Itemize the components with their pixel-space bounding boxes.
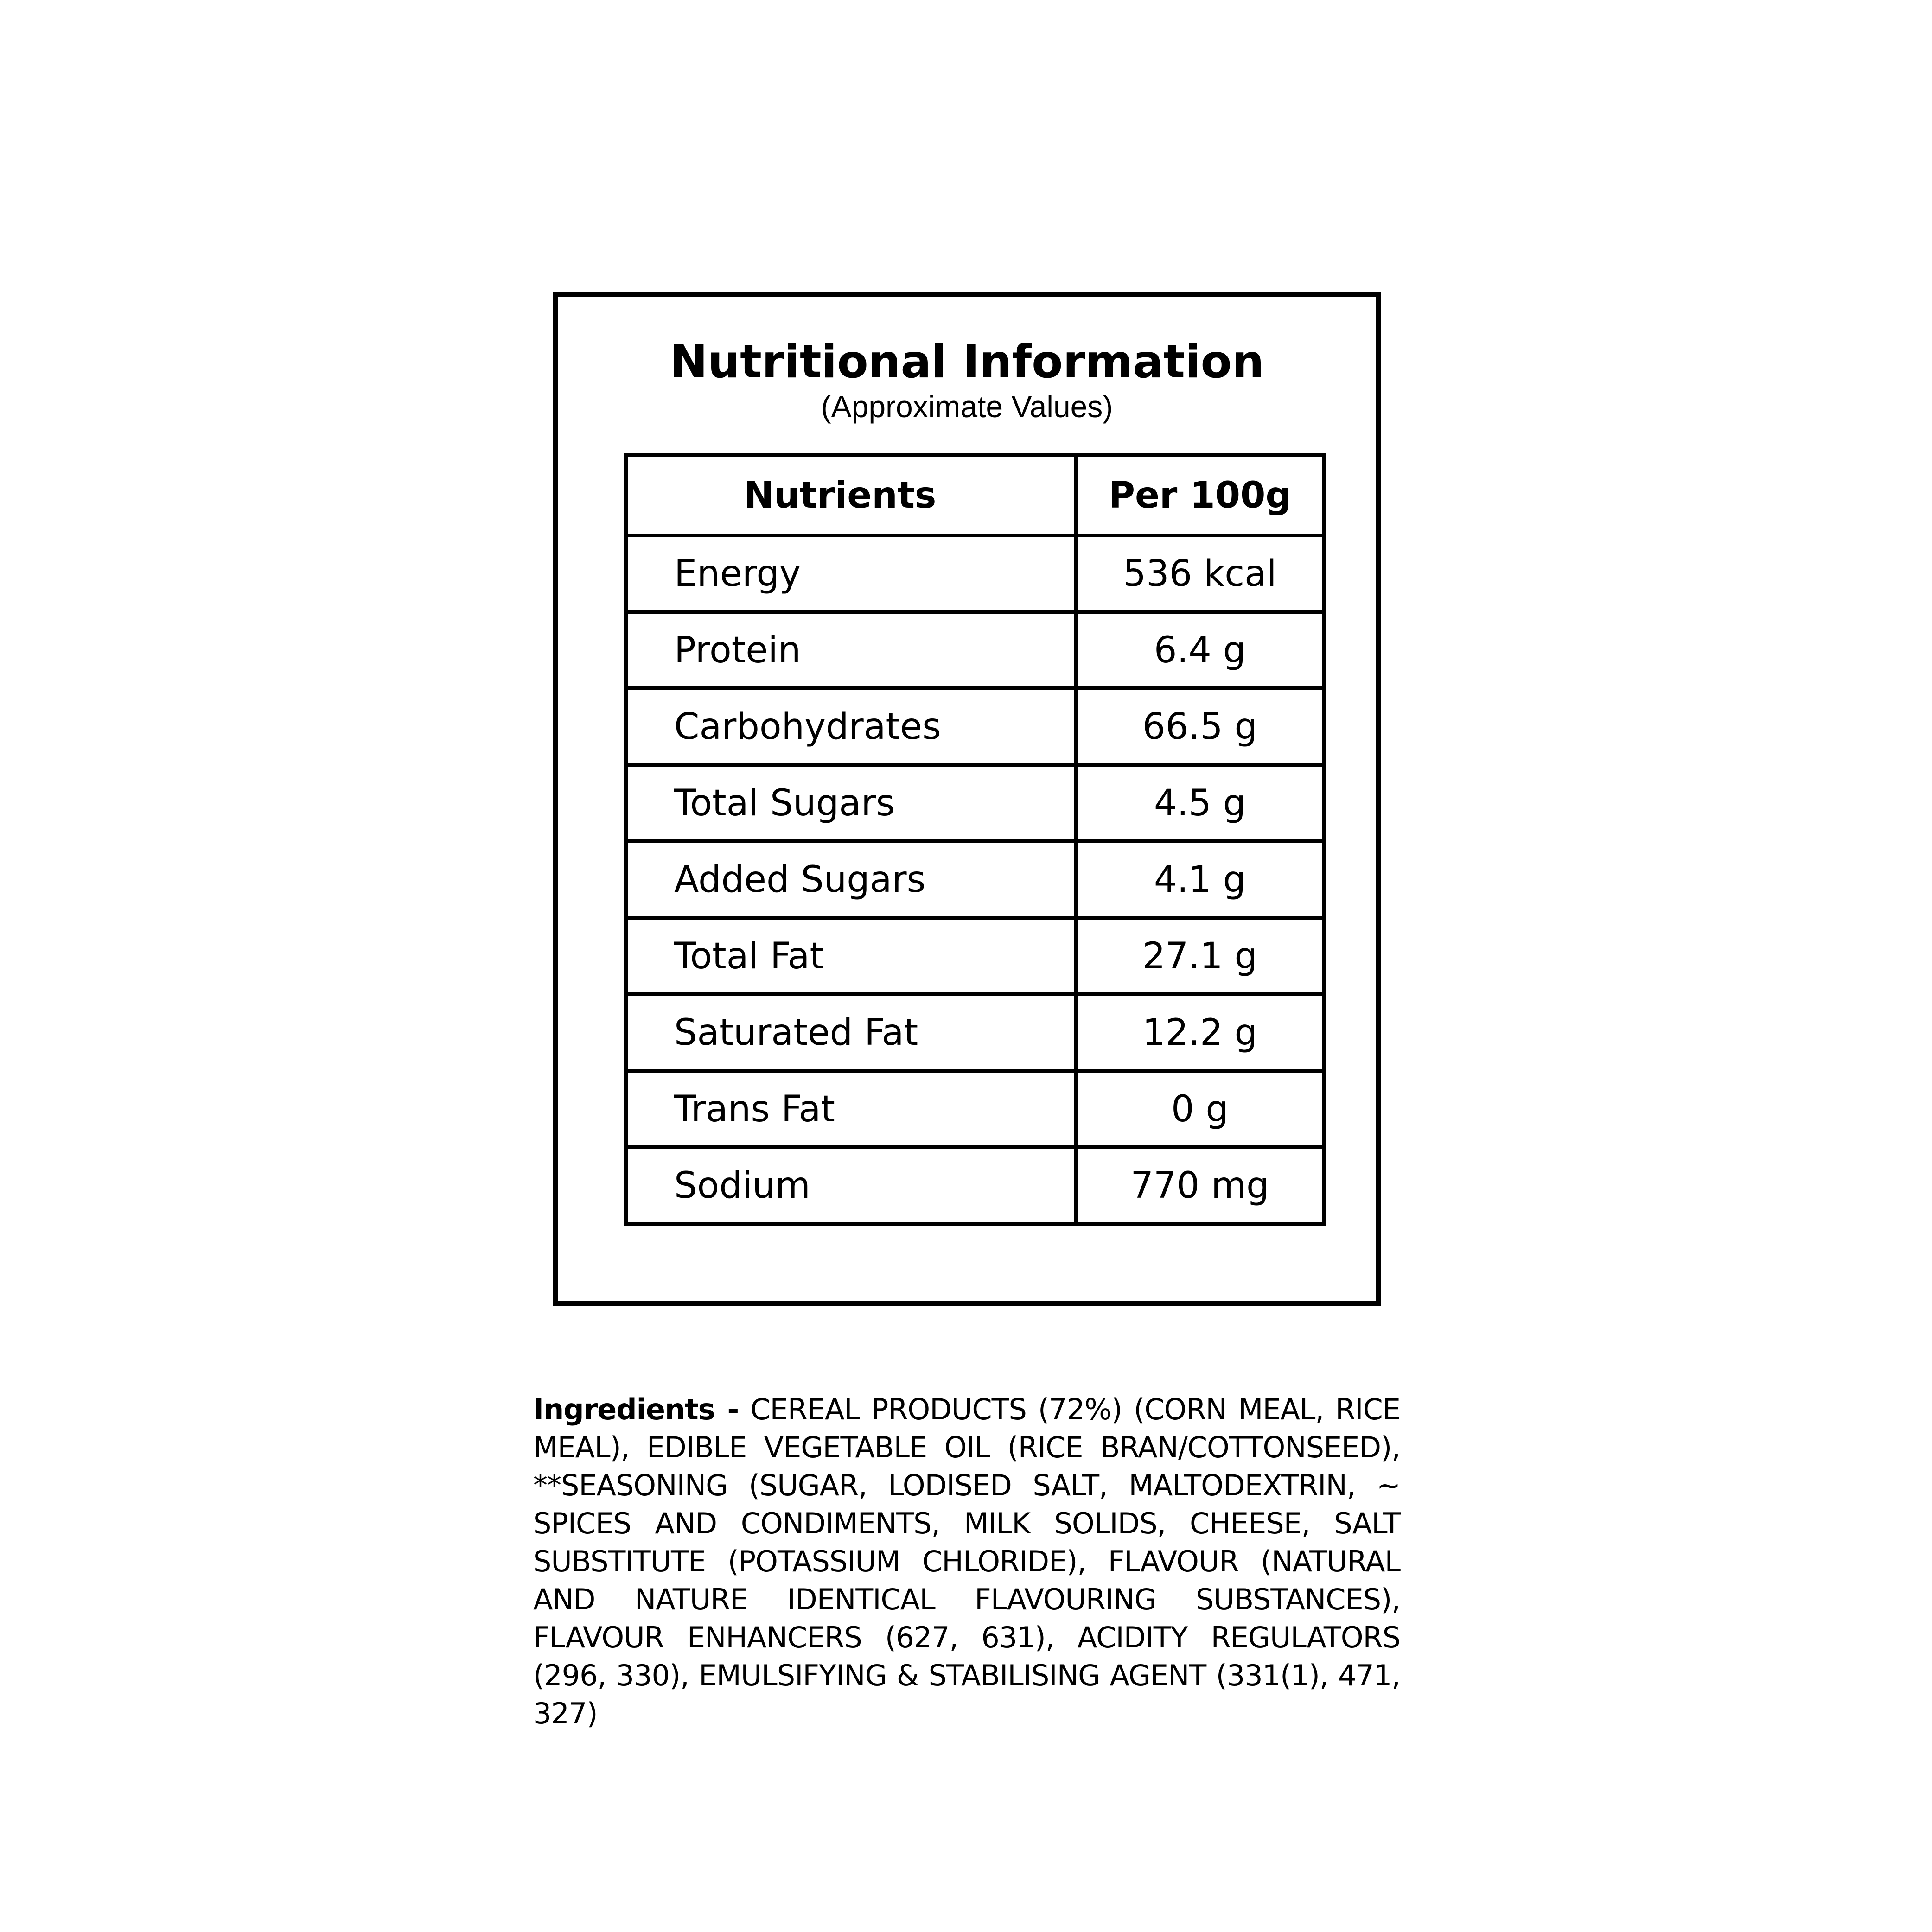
ingredients-text: CEREAL PRODUCTS (72%) (CORN MEAL, RICE MEAL), EDIBLE VEGETABLE OIL (RICE BRAN/COTTONSEED), **SEASONING (SUGAR, LODISED SALT, MALTODEXTRIN, ~ SPICES AND CONDIMENTS, MILK SOLIDS, CHEESE, SALT SUBSTITUTE (POTASSIUM CHLORIDE), FLAVOUR (NATURAL AND NATURE IDENTICAL FLAVOURING SUBSTANCES), FLAVOUR ENHANCERS (627, 631), ACIDITY REGULATORS (296, 330), EMULSIFYING & STABILISING AGENT (331(1), 471, 327) — [533, 1392, 1401, 1730]
table-row — [626, 765, 1324, 841]
table-row — [626, 918, 1324, 994]
table-row — [626, 994, 1324, 1071]
table-row — [626, 1071, 1324, 1147]
nutrient-value: 4.1 g — [1076, 841, 1324, 918]
table-row — [626, 1147, 1324, 1224]
nutrition-table — [624, 453, 1326, 1226]
table-row — [626, 535, 1324, 612]
column-header-per-100g: Per 100g — [1076, 455, 1324, 535]
nutrient-value: 770 mg — [1076, 1147, 1324, 1224]
nutrient-value: 12.2 g — [1076, 994, 1324, 1071]
nutrient-value: 4.5 g — [1076, 765, 1324, 841]
nutrient-name: Trans Fat — [626, 1071, 1076, 1147]
nutrient-name: Total Fat — [626, 918, 1076, 994]
nutrient-name: Added Sugars — [626, 841, 1076, 918]
nutrient-name: Energy — [626, 535, 1076, 612]
page-subtitle: (Approximate Values) — [821, 389, 1113, 424]
nutrient-name: Protein — [626, 612, 1076, 688]
nutrient-value: 66.5 g — [1076, 688, 1324, 765]
nutrient-name: Saturated Fat — [626, 994, 1076, 1071]
table-row — [626, 612, 1324, 688]
nutrient-value: 536 kcal — [1076, 535, 1324, 612]
column-header-nutrients: Nutrients — [626, 455, 1076, 535]
page-title: Nutritional Information — [670, 336, 1264, 388]
nutrient-name: Carbohydrates — [626, 688, 1076, 765]
nutrient-name: Total Sugars — [626, 765, 1076, 841]
nutrient-value: 6.4 g — [1076, 612, 1324, 688]
nutrient-name: Sodium — [626, 1147, 1076, 1224]
table-row — [626, 841, 1324, 918]
ingredients-label: Ingredients - — [533, 1392, 739, 1426]
ingredients-paragraph — [533, 1391, 1400, 1733]
nutrient-value: 0 g — [1076, 1071, 1324, 1147]
nutrient-value: 27.1 g — [1076, 918, 1324, 994]
table-row — [626, 688, 1324, 765]
table-header-row — [626, 455, 1324, 535]
nutrition-panel — [553, 292, 1381, 1306]
